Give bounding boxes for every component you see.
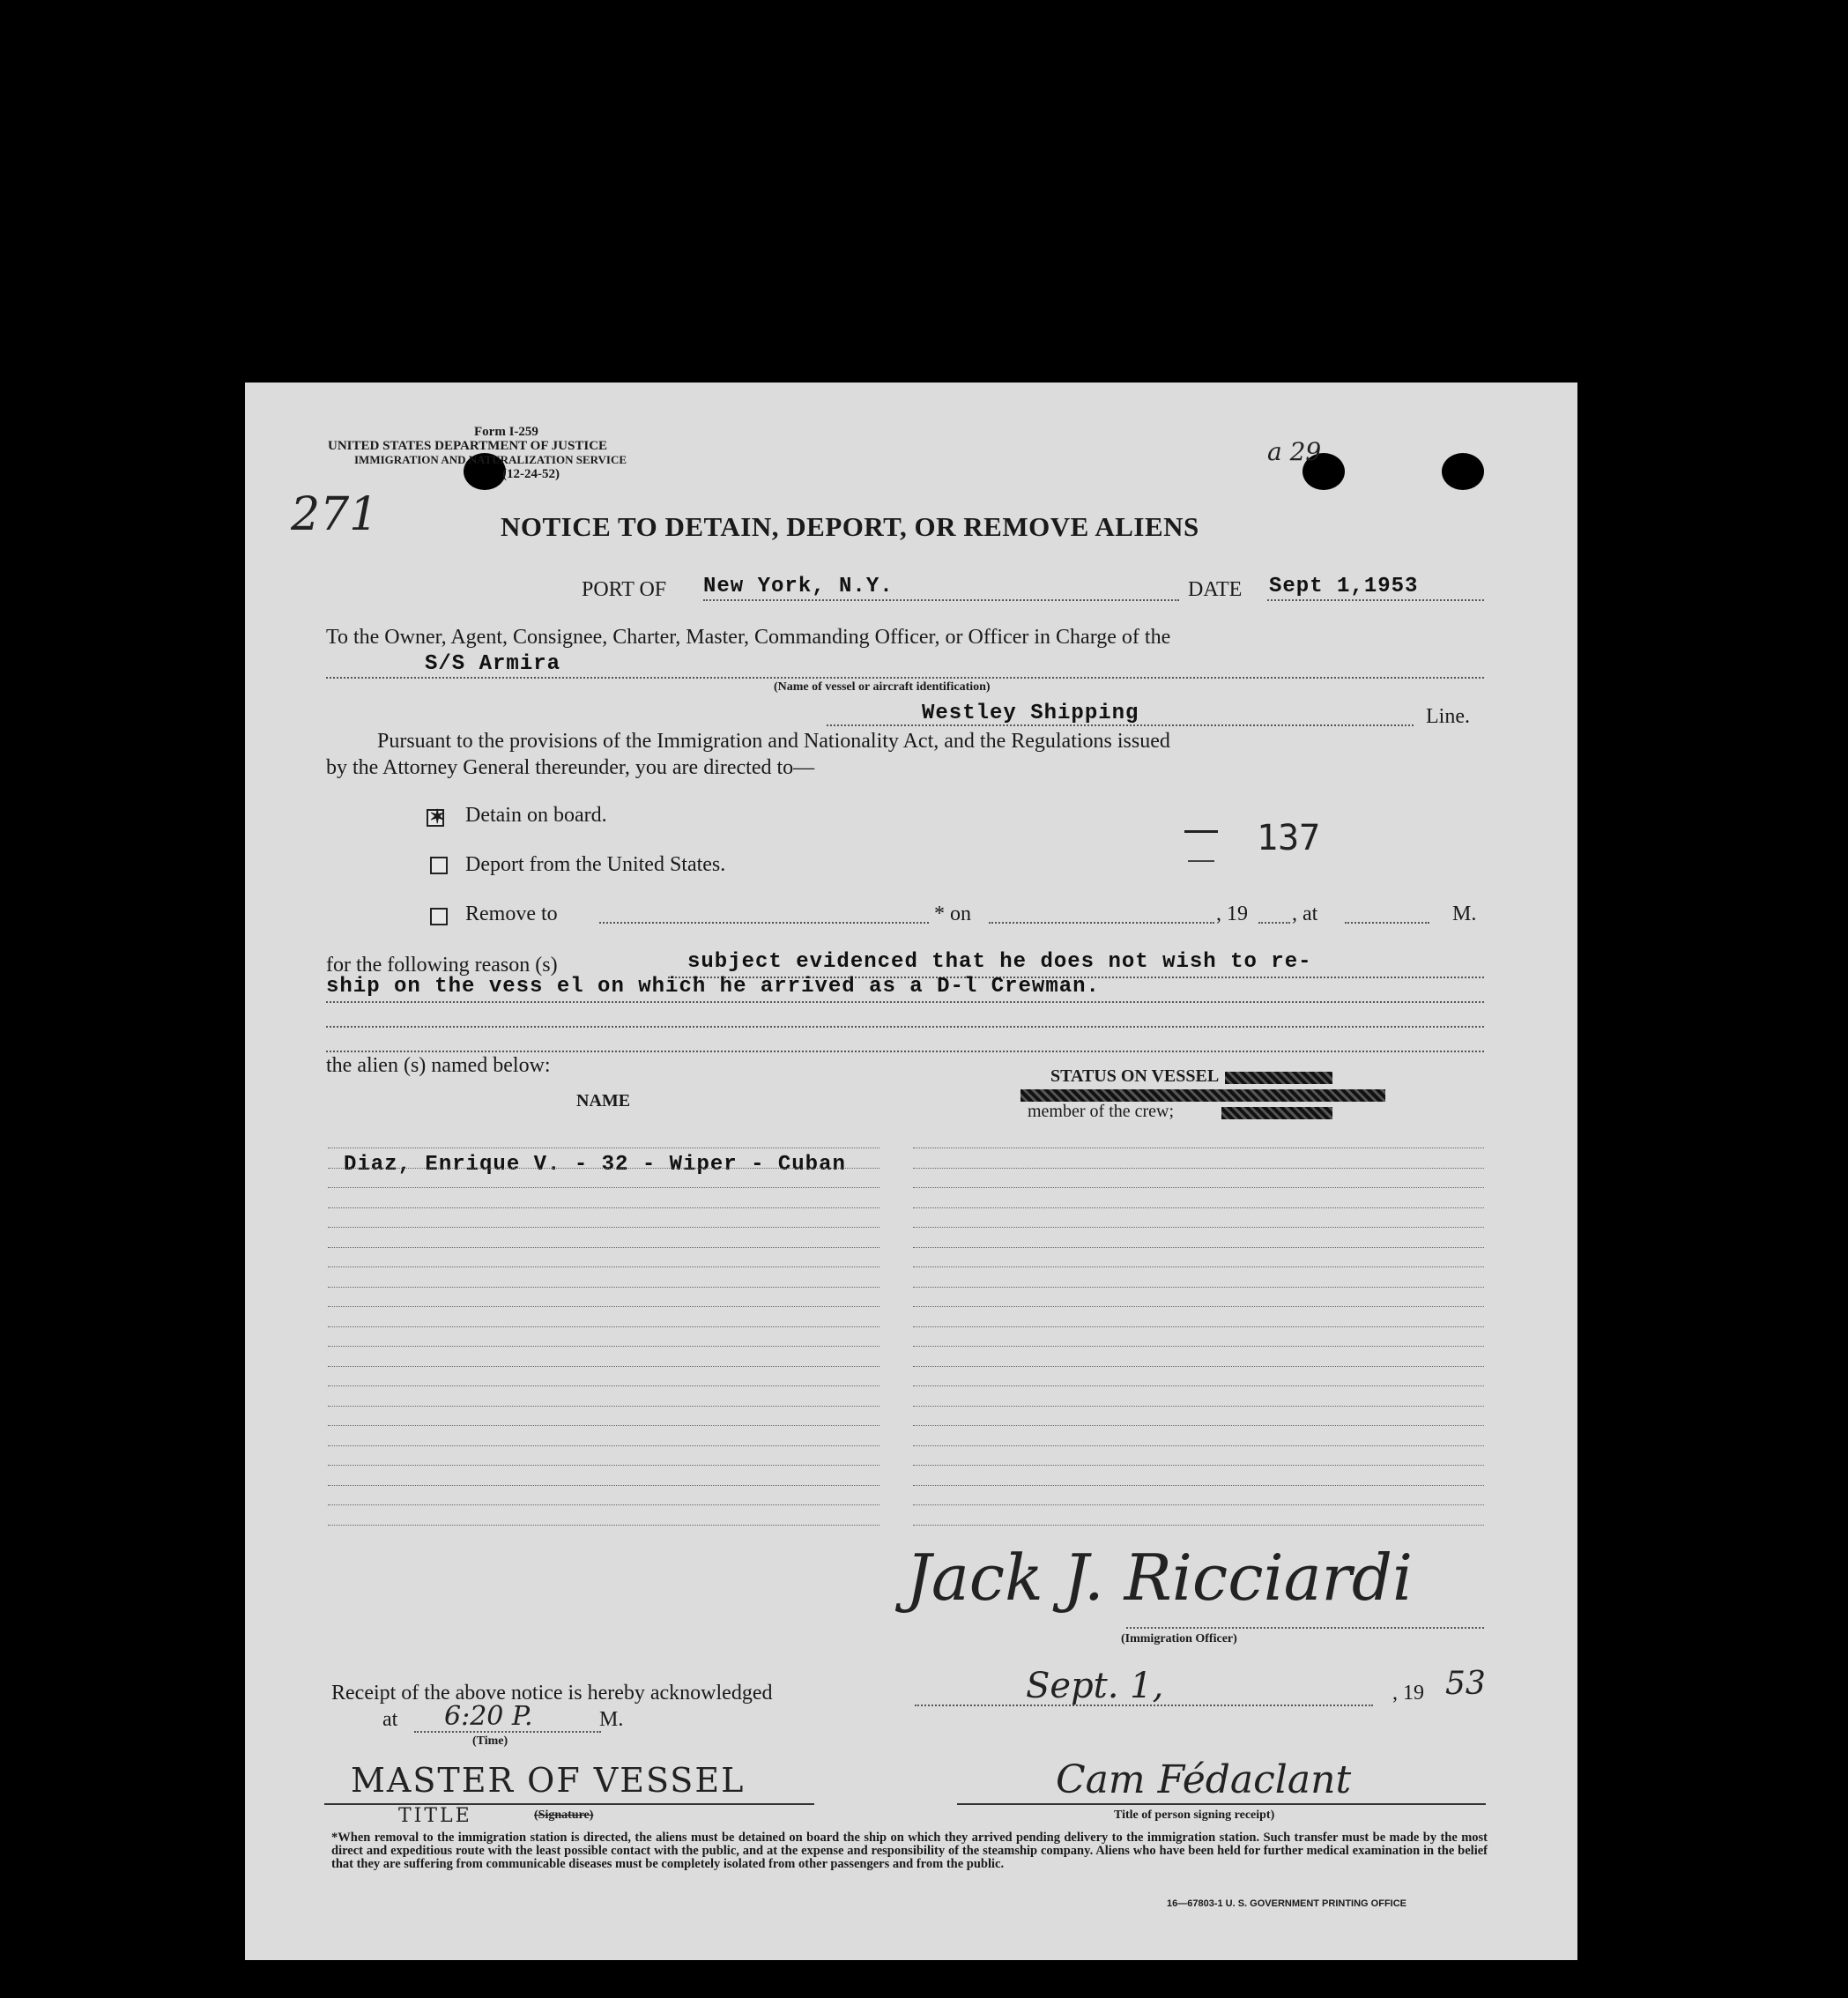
remove-checkbox[interactable] <box>430 908 448 925</box>
table-rule-left <box>328 1266 879 1267</box>
table-rule-left <box>328 1525 879 1526</box>
vessel-name: S/S Armira <box>425 652 561 676</box>
table-rule-left <box>328 1465 879 1466</box>
remove-time-field[interactable] <box>1345 922 1429 924</box>
handwritten-title: MASTER OF VESSEL <box>351 1761 746 1800</box>
form-title: NOTICE TO DETAIN, DEPORT, OR REMOVE ALIENS <box>501 511 1199 542</box>
receipt-m: M. <box>599 1708 624 1731</box>
table-rule-left <box>328 1187 879 1188</box>
table-rule-right <box>913 1287 1484 1288</box>
port-value: New York, N.Y. <box>703 575 894 598</box>
remove-date-field[interactable] <box>989 922 1214 924</box>
table-rule-left <box>328 1425 879 1426</box>
department-name: UNITED STATES DEPARTMENT OF JUSTICE <box>328 439 608 453</box>
table-rule-right <box>913 1266 1484 1267</box>
officer-signature: Jack J. Ricciardi <box>906 1541 1414 1615</box>
deport-checkbox[interactable] <box>430 857 448 874</box>
year-prefix: , 19 <box>1216 902 1248 925</box>
punch-hole-right <box>1442 453 1484 490</box>
receipt-time: 6:20 P. <box>444 1701 533 1732</box>
stamp-dash-2 <box>1188 860 1214 862</box>
table-rule-right <box>913 1485 1484 1486</box>
form-document <box>245 383 1577 1960</box>
handwritten-corner-number: 271 <box>291 488 379 541</box>
table-rule-right <box>913 1187 1484 1188</box>
table-rule-right <box>913 1385 1484 1386</box>
table-rule-right <box>913 1247 1484 1248</box>
signature-line-right <box>957 1803 1486 1805</box>
m-label: M. <box>1452 902 1477 925</box>
table-rule-right <box>913 1504 1484 1505</box>
date-value: Sept 1,1953 <box>1269 575 1419 598</box>
crew-label: member of the crew; <box>1028 1102 1175 1121</box>
person-caption: Title of person signing receipt) <box>1114 1809 1275 1822</box>
alien-entry: Diaz, Enrique V. - 32 - Wiper - Cuban <box>344 1153 846 1177</box>
table-rule-left <box>328 1406 879 1407</box>
table-rule-right <box>913 1168 1484 1169</box>
table-rule-left <box>328 1485 879 1486</box>
table-rule-left <box>328 1287 879 1288</box>
table-rule-right <box>913 1326 1484 1327</box>
footnote: *When removal to the immigration station is directed, the aliens must be detained on board the ship on which they arrived pending delivery to the immigration station. Such transfer must be made by the most direct and expeditious route with the least possible contact with the public, and at the expense and responsibility of the steamship company. Aliens who have been held for further medical examination in the belief that they are suffering from communicable diseases must be completely isolated from other passengers and from the public. <box>331 1831 1488 1871</box>
stamp-number: 137 <box>1257 818 1321 858</box>
receipt-year-prefix: , 19 <box>1392 1682 1424 1705</box>
time-caption: (Time) <box>472 1734 508 1748</box>
table-rule-right <box>913 1366 1484 1367</box>
table-rule-left <box>328 1326 879 1327</box>
redacted-crew <box>1221 1107 1332 1119</box>
signature-caption: (Signature) <box>534 1809 594 1822</box>
receipt-signature: Cam Fédaclant <box>1056 1757 1352 1802</box>
shipping-line: Westley Shipping <box>922 702 1139 725</box>
officer-caption: (Immigration Officer) <box>1121 1632 1237 1645</box>
service-name: IMMIGRATION AND NATURALIZATION SERVICE <box>354 453 627 466</box>
handwritten-top-note: a 29 <box>1267 437 1322 466</box>
at-label: , at <box>1292 902 1318 925</box>
form-edition: (12-24-52) <box>502 467 560 481</box>
vessel-caption: (Name of vessel or aircraft identification) <box>774 680 991 694</box>
handwritten-title-word: TITLE <box>398 1805 472 1827</box>
table-rule-right <box>913 1445 1484 1446</box>
table-rule-right <box>913 1227 1484 1228</box>
pursuant-text-2: by the Attorney General thereunder, you are directed to— <box>326 756 815 779</box>
aliens-label: the alien (s) named below: <box>326 1054 551 1077</box>
name-column-header: NAME <box>576 1091 631 1110</box>
table-rule-left <box>328 1168 879 1169</box>
addressee-text: To the Owner, Agent, Consignee, Charter, Master, Commanding Officer, or Officer in Charge of the <box>326 626 1171 649</box>
table-rule-left <box>328 1445 879 1446</box>
table-rule-left <box>328 1504 879 1505</box>
remove-destination-field[interactable] <box>599 922 929 924</box>
remove-label: Remove to <box>465 902 558 925</box>
reason-label: for the following reason (s) <box>326 954 558 977</box>
stamp-dash <box>1184 830 1218 833</box>
receipt-year: 53 <box>1445 1666 1486 1702</box>
reason-line-1: subject evidenced that he does not wish to re- <box>687 950 1312 974</box>
redacted-status-2 <box>1020 1089 1385 1102</box>
status-column-header: STATUS ON VESSEL <box>1050 1066 1220 1086</box>
table-rule-left <box>328 1247 879 1248</box>
table-rule-right <box>913 1406 1484 1407</box>
form-number: Form I-259 <box>474 425 538 439</box>
on-label: * on <box>934 902 971 925</box>
receipt-at: at <box>382 1708 398 1731</box>
detain-label: Detain on board. <box>465 804 607 827</box>
port-label: PORT OF <box>582 578 667 601</box>
table-rule-right <box>913 1465 1484 1466</box>
table-rule-left <box>328 1306 879 1307</box>
receipt-date: Sept. 1, <box>1026 1666 1164 1706</box>
printer-line: 16—67803-1 U. S. GOVERNMENT PRINTING OFFICE <box>1167 1898 1407 1909</box>
table-rule-right <box>913 1306 1484 1307</box>
table-rule-right <box>913 1525 1484 1526</box>
date-label: DATE <box>1188 578 1243 601</box>
table-rule-left <box>328 1227 879 1228</box>
table-rule-left <box>328 1385 879 1386</box>
pursuant-text-1: Pursuant to the provisions of the Immigration and Nationality Act, and the Regulations issued <box>377 730 1170 753</box>
redacted-status-1 <box>1225 1072 1332 1084</box>
table-rule-left <box>328 1346 879 1347</box>
table-rule-left <box>328 1207 879 1208</box>
deport-label: Deport from the United States. <box>465 853 726 876</box>
table-rule-left <box>328 1366 879 1367</box>
receipt-label: Receipt of the above notice is hereby acknowledged <box>331 1682 773 1705</box>
table-rule-right <box>913 1207 1484 1208</box>
line-label: Line. <box>1426 705 1470 728</box>
reason-line-2: ship on the vess el on which he arrived as a D-l Crewman. <box>326 975 1100 999</box>
detain-checkbox[interactable]: ✶ <box>427 809 444 827</box>
table-rule-right <box>913 1425 1484 1426</box>
table-rule-right <box>913 1346 1484 1347</box>
